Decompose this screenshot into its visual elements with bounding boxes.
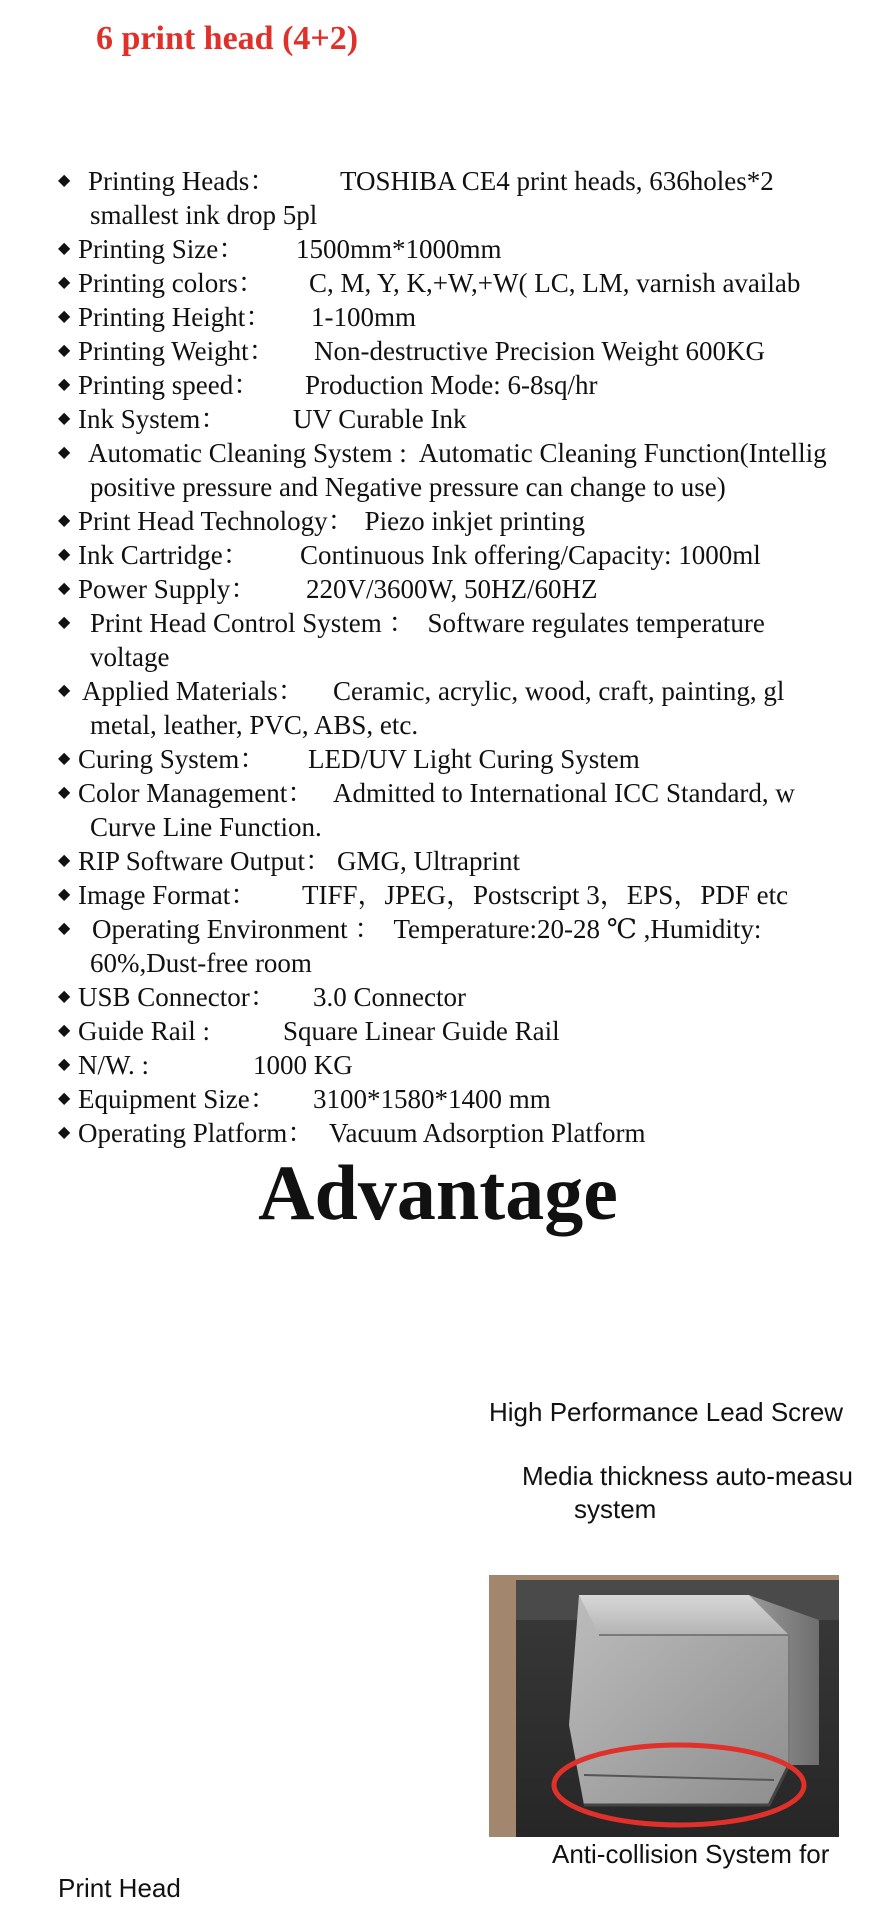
spec-item [58,742,886,776]
diamond-bullet-icon: ◆ [58,852,71,869]
spec-value-continuation: Curve Line Function. [90,812,322,842]
diamond-bullet-icon: ◆ [58,240,71,257]
carriage-illustration [489,1575,839,1837]
spec-label: N/W. : [78,1050,150,1080]
diamond-bullet-icon: ◆ [58,444,71,461]
diamond-bullet-icon: ◆ [58,682,71,699]
diamond-bullet-icon: ◆ [58,172,71,189]
diamond-bullet-icon: ◆ [58,1022,71,1039]
cut-off-heading [96,0,296,8]
spec-label: Operating Platform： [78,1118,315,1148]
spec-item [58,164,886,232]
spec-label: Applied Materials： [82,676,305,706]
spec-value: GMG, Ultraprint [337,846,520,876]
spec-item [58,504,886,538]
spec-label: Equipment Size： [78,1084,277,1114]
diamond-bullet-icon: ◆ [58,614,71,631]
spec-item [58,300,886,334]
spec-label: Print Head Technology： [78,506,355,536]
spec-item [58,572,886,606]
spec-label: Color Management： [78,778,315,808]
print-head-count-heading: 6 print head (4+2) [96,20,359,57]
spec-item [58,1082,886,1116]
diamond-bullet-icon: ◆ [58,580,71,597]
spec-label: Operating Environment ： [92,914,382,944]
spec-item [58,334,886,368]
spec-item [58,1116,886,1150]
spec-value-continuation: voltage [90,642,170,672]
spec-label: Image Format： [78,880,258,910]
diamond-bullet-icon: ◆ [58,274,71,291]
diamond-bullet-icon: ◆ [58,1124,71,1141]
spec-value: 3.0 Connector [313,982,466,1012]
spec-label: Printing Weight： [78,336,276,366]
spec-item [58,368,886,402]
advantage-heading: Advantage [258,1149,618,1236]
spec-item [58,606,886,674]
diamond-bullet-icon: ◆ [58,784,71,801]
spec-value: Admitted to International ICC Standard, w [333,778,795,808]
spec-value-continuation: 60%,Dust-free room [90,948,312,978]
spec-value: Software regulates temperature [427,608,765,638]
spec-value: Production Mode: 6-8sq/hr [305,370,598,400]
print-head-carriage-photo [489,1575,839,1837]
diamond-bullet-icon: ◆ [58,750,71,767]
spec-value: LED/UV Light Curing System [308,744,640,774]
spec-label: USB Connector： [78,982,277,1012]
spec-item [58,1014,886,1048]
spec-value: Temperature:20-28 ℃ ,Humidity: [393,914,762,944]
spec-label: Ink Cartridge： [78,540,250,570]
diamond-bullet-icon: ◆ [58,410,71,427]
spec-value: Ceramic, acrylic, wood, craft, painting, gl [333,676,785,706]
spec-label: Printing colors： [78,268,265,298]
diamond-bullet-icon: ◆ [58,342,71,359]
spec-label: RIP Software Output： [78,846,332,876]
diamond-bullet-icon: ◆ [58,308,71,325]
spec-value: 1000 KG [253,1050,353,1080]
spec-value: Square Linear Guide Rail [283,1016,560,1046]
spec-value: TIFF，JPEG，Postscript 3，EPS，PDF etc [302,880,789,910]
spec-value: 1-100mm [311,302,416,332]
spec-value-continuation: positive pressure and Negative pressure can change to use) [90,472,726,502]
spec-item [58,266,886,300]
spec-value: UV Curable Ink [293,404,467,434]
spec-value: Automatic Cleaning Function(Intellig [418,438,827,468]
diamond-bullet-icon: ◆ [58,1090,71,1107]
feature-media-thickness-line1: Media thickness auto-measu [522,1461,853,1491]
spec-item [58,402,886,436]
diamond-bullet-icon: ◆ [58,886,71,903]
spec-value: Vacuum Adsorption Platform [329,1118,646,1148]
feature-anti-collision-line1: Anti-collision System for [552,1839,830,1869]
spec-label: Power Supply： [78,574,258,604]
spec-label: Printing Size： [78,234,246,264]
spec-value: Continuous Ink offering/Capacity: 1000ml [300,540,761,570]
spec-label: Printing Height： [78,302,273,332]
diamond-bullet-icon: ◆ [58,920,71,937]
diamond-bullet-icon: ◆ [58,988,71,1005]
spec-label: Curing System： [78,744,267,774]
spec-value: 1500mm*1000mm [296,234,502,264]
spec-label: Ink System： [78,404,228,434]
spec-label: Print Head Control System ： [90,608,416,638]
spec-label: Printing speed： [78,370,261,400]
spec-item [58,232,886,266]
spec-value-continuation: smallest ink drop 5pl [90,200,318,230]
feature-media-thickness-line2: system [574,1494,657,1524]
spec-item [58,980,886,1014]
specification-list [58,164,886,1150]
spec-value: 220V/3600W, 50HZ/60HZ [306,574,598,604]
spec-label: Automatic Cleaning System : [88,438,407,468]
feature-lead-screw: High Performance Lead Screw [489,1397,844,1427]
spec-label: Printing Heads： [88,166,277,196]
diamond-bullet-icon: ◆ [58,376,71,393]
diamond-bullet-icon: ◆ [58,512,71,529]
spec-value: TOSHIBA CE4 print heads, 636holes*2 [340,166,774,196]
diamond-bullet-icon: ◆ [58,546,71,563]
spec-item [58,538,886,572]
spec-value: Non-destructive Precision Weight 600KG [314,336,765,366]
spec-item [58,674,886,742]
spec-value: Piezo inkjet printing [364,506,586,536]
feature-anti-collision-line2: Print Head [58,1873,181,1903]
spec-label: Guide Rail : [78,1016,210,1046]
spec-item [58,436,886,504]
diamond-bullet-icon: ◆ [58,1056,71,1073]
spec-value: C, M, Y, K,+W,+W( LC, LM, varnish availab [309,268,801,298]
spec-item [58,878,886,912]
spec-item [58,844,886,878]
spec-item [58,1048,886,1082]
spec-item [58,912,886,980]
spec-item [58,776,886,844]
spec-value: 3100*1580*1400 mm [313,1084,551,1114]
spec-value-continuation: metal, leather, PVC, ABS, etc. [90,710,419,740]
